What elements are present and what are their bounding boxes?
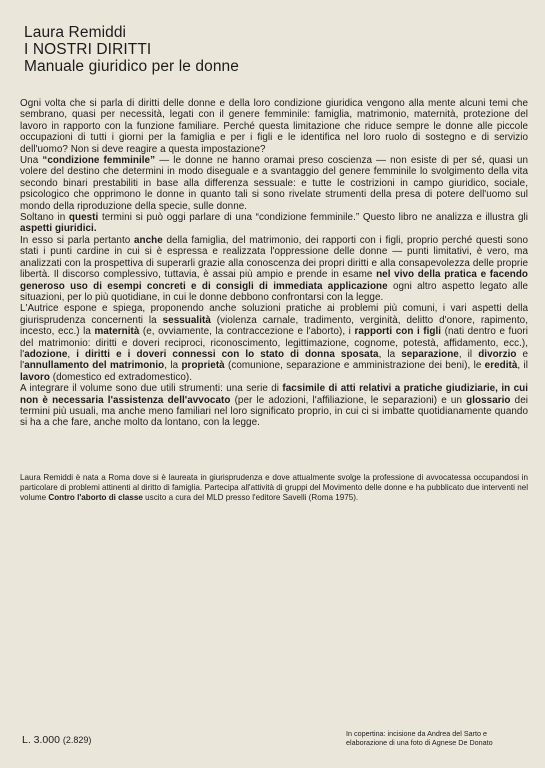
cover-credit	[346, 729, 536, 747]
text-run: , il	[458, 348, 479, 360]
blurb-paragraph	[20, 155, 528, 212]
emphasis-text: rapporti con i figli	[354, 326, 442, 338]
emphasis-text: questi	[68, 212, 99, 224]
text-run: (e, ovviamente, la contraccezione e l'aborto), i	[139, 326, 355, 338]
emphasis-text: proprietà	[181, 360, 225, 372]
emphasis-text: separazione	[401, 348, 459, 360]
emphasis-text: Contro l'aborto di classe	[48, 493, 143, 503]
emphasis-text: nel vivo della pratica e facendo generoso uso di esempi concreti e di consigli di immediata applicazione	[20, 269, 528, 292]
emphasis-text: sessualità	[162, 314, 211, 326]
text-run: , il	[517, 360, 528, 372]
text-run: A integrare il volume sono due utili strumenti: una serie di	[20, 383, 283, 395]
emphasis-text: maternità	[94, 326, 140, 338]
blurb-paragraph	[20, 383, 528, 429]
text-run: (domestico ed extradomestico).	[49, 371, 192, 383]
text-run: uscito a cura del MLD presso l'editore Savelli (Roma 1975).	[142, 493, 359, 503]
emphasis-text: “condizione femminile”	[42, 155, 156, 167]
text-run: , la	[164, 360, 182, 372]
author-bio	[20, 473, 528, 503]
blurb-paragraph	[20, 212, 528, 235]
text-run: della famiglia, del matrimonio, dei rapporti con i figli, proprio perché questi sono stati i punti cardine in cui si è espressa e realizzata l'oppressione delle donne — punti limitativi, è vero, ma analizzati con la prospettiva di superarli grazie alla conoscenza dei propri diritti e alla consapevolezza delle proprie libertà. Il discorso complessivo, tuttavia, è assai più ampio e prende in esame	[20, 234, 528, 281]
emphasis-text: glossario	[466, 394, 511, 406]
text-run: Soltano in	[20, 212, 69, 224]
price-secondary: (2.829)	[62, 735, 92, 745]
cover-credit-line-1: In copertina: incisione da Andrea del Sarto e	[346, 729, 488, 738]
emphasis-text: lavoro	[20, 371, 50, 383]
emphasis-text: eredità	[484, 360, 518, 372]
book-subtitle: Manuale giuridico per le donne	[24, 58, 239, 75]
blurb-paragraph	[20, 235, 528, 303]
book-title: I NOSTRI DIRITTI	[24, 41, 152, 58]
price-label	[22, 734, 91, 746]
text-run: (violenza carnale, tradimento, verginità, delitto d'onore, rapimento, incesto, ecc.) la	[20, 314, 528, 338]
emphasis-text: adozione	[24, 348, 68, 360]
blurb-paragraph	[20, 303, 528, 383]
emphasis-text: divorzio	[478, 348, 517, 360]
text-run: In esso si parla pertanto	[20, 234, 134, 246]
emphasis-text: annullamento del matrimonio	[24, 360, 165, 372]
text-run: Una	[20, 155, 43, 167]
emphasis-text: facsimile di atti relativi a pratiche giudiziarie, in cui non è necessaria l'assistenza dell'avvocato	[20, 383, 528, 406]
text-run: Ogni volta che si parla di diritti delle donne e della loro condizione giuridica vengono alla mente alcuni temi che sembrano, quasi per necessità, legati con il genere femminile: famiglia, matrimonio, maternità, protezione del lavoro in rapporto con la funzione familiare. Perché questa limitazione che riduce sempre le donne alle piccole occupazioni di tutti i giorni per la famiglia e per i figli e le identifica nel loro ruolo di sostegno e di servizio dell'uomo? Non si deve reagire a questa impostazione?	[20, 98, 528, 155]
text-run: (per le adozioni, l'affiliazione, le separazioni) e un	[230, 394, 467, 406]
text-run: termini si può oggi parlare di una “condizione femminile.” Questo libro ne analizza e illustra gli	[98, 212, 528, 224]
text-run: e l'	[20, 348, 529, 372]
text-run: (nati dentro e fuori del matrimonio: diritti e doveri reciproci, riconoscimento, legittimazione, cognome, potestà, affidamento, ecc.), l'	[20, 326, 529, 360]
emphasis-text: aspetti giuridici.	[20, 223, 97, 235]
emphasis-text: i diritti e i doveri connessi con lo stato di donna sposata	[76, 348, 379, 360]
cover-credit-line-2: elaborazione di una foto di Agnese De Donato	[346, 738, 493, 748]
blurb-paragraph	[20, 98, 528, 155]
text-run: ,	[67, 348, 77, 360]
text-run: ogni altro aspetto legato alle situazioni, per lo più quotidiane, in cui le donne debbono confrontarsi con la legge.	[20, 280, 528, 303]
text-run: , la	[378, 348, 402, 360]
text-run: — le donne ne hanno oramai preso coscienza — non esiste di per sé, quasi un volere del destino che determini in modo diseguale e a svantaggio del genere femminile lo svolgimento della vita secondo binari prestabiliti in base alla differenza sessuale: e tutte le costrizioni in campo giuridico, sociale, psicologico che opprimono le donne in quanto tali si sono rivelate strumenti della presa di potere dell'uomo sul mondo della riproduzione della specie, sulle donne.	[20, 155, 528, 212]
emphasis-text: anche	[134, 234, 163, 246]
book-header	[24, 24, 239, 75]
blurb-text	[20, 98, 528, 429]
text-run: L'Autrice espone e spiega, proponendo anche soluzioni pratiche ai problemi più comuni, i vari aspetti della giurisprudenza concernenti la	[20, 303, 528, 326]
price-main: L. 3.000	[22, 734, 60, 746]
author-name: Laura Remiddi	[24, 24, 127, 41]
text-run: dei termini più usuali, ma anche meno familiari nel loro significato proprio, in cui ci si imbatte quotidianamente quando si ha a che fare, anche molto da lontano, con la legge.	[20, 394, 528, 429]
text-run: Laura Remiddi è nata a Roma dove si è laureata in giurisprudenza e dove attualmente svolge la professione di avvocatessa occupandosi in particolare di problemi attinenti al diritto di famiglia. Partecipa all'attività di gruppi del Movimento delle donne e ha pubblicato due interventi nel volume	[20, 473, 528, 503]
text-run: (comunione, separazione e amministrazione dei beni), le	[224, 360, 485, 372]
